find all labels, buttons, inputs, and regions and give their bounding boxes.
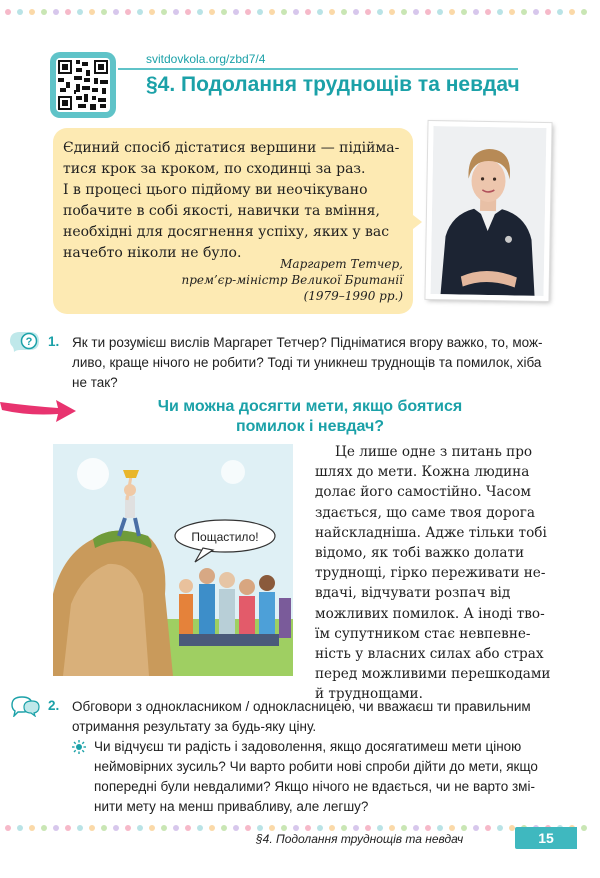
decorative-dot bbox=[65, 825, 71, 831]
decorative-dot bbox=[185, 825, 191, 831]
question-bubble-icon bbox=[10, 330, 40, 352]
sub-question-line: Чи відчуєш ти радість і задоволення, якщо досягатимеш мети ціною bbox=[94, 739, 522, 754]
decorative-dot bbox=[473, 825, 479, 831]
question-line: не так? bbox=[72, 375, 118, 390]
decorative-dot bbox=[197, 825, 203, 831]
decorative-dot bbox=[521, 9, 527, 15]
decorative-dot bbox=[101, 825, 107, 831]
question-number: 2. bbox=[48, 698, 60, 713]
heading-line: Чи можна досягти мети, якщо боятися bbox=[157, 398, 463, 415]
quote-author bbox=[181, 256, 403, 304]
page-title: §4. Подолання труднощів та невдач bbox=[146, 73, 520, 96]
body-line: здається, що саме твоя дорога bbox=[315, 504, 535, 521]
decorative-dots-top bbox=[0, 6, 600, 18]
sub-question-line: попередні були невдалими? Якщо нічого не вдається, чи не варто змі- bbox=[94, 779, 535, 794]
decorative-dot bbox=[461, 825, 467, 831]
decorative-dot bbox=[77, 9, 83, 15]
decorative-dot bbox=[281, 9, 287, 15]
decorative-dot bbox=[341, 825, 347, 831]
decorative-dot bbox=[5, 9, 11, 15]
decorative-dot bbox=[65, 9, 71, 15]
decorative-dot bbox=[269, 825, 275, 831]
decorative-dot bbox=[161, 825, 167, 831]
question-line: отримання результату за будь-яку ціну. bbox=[72, 719, 317, 734]
decorative-dot bbox=[485, 825, 491, 831]
body-line: й труднощами. bbox=[315, 686, 423, 703]
decorative-dot bbox=[113, 825, 119, 831]
body-line: Це лише одне з питань про bbox=[335, 444, 533, 460]
quote-line: І в процесі цього підйому ви неочікувано bbox=[63, 182, 368, 198]
decorative-dot bbox=[269, 9, 275, 15]
decorative-dot bbox=[149, 9, 155, 15]
portrait-photo bbox=[425, 121, 551, 301]
decorative-dot bbox=[125, 9, 131, 15]
arrow-right-icon bbox=[0, 396, 80, 426]
body-line: найскладніша. Адже тільки тобі bbox=[315, 524, 547, 541]
decorative-dot bbox=[293, 825, 299, 831]
body-line: перед можливими перешкодами bbox=[315, 666, 551, 683]
speech-bubble-text: Пощастило! bbox=[191, 530, 259, 544]
decorative-dot bbox=[41, 9, 47, 15]
decorative-dot bbox=[77, 825, 83, 831]
decorative-dot bbox=[101, 9, 107, 15]
question-line: ливо, краще нічого не робити? Тоді ти уникнеш труднощів та помилок, хіба bbox=[72, 355, 542, 370]
decorative-dot bbox=[137, 825, 143, 831]
decorative-dot bbox=[413, 9, 419, 15]
decorative-dot bbox=[305, 9, 311, 15]
decorative-dot bbox=[341, 9, 347, 15]
quote-line: Єдиний спосіб дістатися вершини — підійма- bbox=[63, 140, 400, 156]
body-line: відомо, як тобі важко долати bbox=[315, 545, 525, 562]
decorative-dot bbox=[413, 825, 419, 831]
decorative-dot bbox=[185, 9, 191, 15]
question-line: Як ти розумієш вислів Маргарет Тетчер? Підніматися вгору важко, то, мож- bbox=[72, 335, 543, 350]
body-line: долає його самостійно. Часом bbox=[315, 484, 531, 501]
climbing-illustration bbox=[53, 444, 293, 676]
decorative-dot bbox=[281, 825, 287, 831]
portrait-illustration bbox=[431, 126, 547, 296]
decorative-dot bbox=[29, 825, 35, 831]
decorative-dot bbox=[425, 9, 431, 15]
decorative-dot bbox=[137, 9, 143, 15]
decorative-dot bbox=[245, 825, 251, 831]
decorative-dot bbox=[113, 9, 119, 15]
decorative-dot bbox=[41, 825, 47, 831]
decorative-dot bbox=[377, 825, 383, 831]
quote-line: побачите в собі якості, навички та вміння, bbox=[63, 203, 380, 219]
decorative-dot bbox=[581, 9, 587, 15]
decorative-dot bbox=[17, 9, 23, 15]
decorative-dot bbox=[245, 9, 251, 15]
decorative-dot bbox=[497, 9, 503, 15]
running-title: §4. Подолання труднощів та невдач bbox=[256, 832, 464, 846]
decorative-dot bbox=[125, 825, 131, 831]
question-text bbox=[72, 697, 557, 737]
decorative-dot bbox=[221, 825, 227, 831]
decorative-dot bbox=[533, 9, 539, 15]
sub-question-line: нити мету на менш привабливу, але легшу? bbox=[94, 799, 369, 814]
mountain-scene bbox=[53, 444, 293, 676]
decorative-dot bbox=[401, 825, 407, 831]
heading-line: помилок і невдач? bbox=[235, 418, 385, 435]
author-years: (1979–1990 рр.) bbox=[303, 289, 403, 303]
decorative-dot bbox=[17, 825, 23, 831]
decorative-dot bbox=[89, 825, 95, 831]
quote-pointer bbox=[404, 208, 422, 236]
author-role: прем’єр-міністр Великої Британії bbox=[181, 273, 403, 287]
resource-link[interactable]: svitdovkola.org/zbd7/4 bbox=[146, 52, 266, 66]
decorative-dot bbox=[221, 9, 227, 15]
body-line: їм супутником стає невпевне- bbox=[315, 625, 531, 642]
decorative-dot bbox=[557, 9, 563, 15]
author-name: Маргарет Тетчер, bbox=[280, 257, 403, 271]
decorative-dot bbox=[449, 825, 455, 831]
decorative-dot bbox=[389, 9, 395, 15]
body-paragraph bbox=[315, 442, 552, 705]
decorative-dot bbox=[449, 9, 455, 15]
sun-bullet-icon bbox=[72, 740, 86, 754]
decorative-dot bbox=[365, 9, 371, 15]
decorative-dot bbox=[305, 825, 311, 831]
decorative-dot bbox=[377, 9, 383, 15]
quote-text bbox=[63, 138, 403, 264]
sub-question-text bbox=[94, 737, 556, 817]
decorative-dot bbox=[233, 9, 239, 15]
quote-line: необхідні для досягнення успіху, яких у вас bbox=[63, 224, 390, 240]
decorative-dot bbox=[353, 825, 359, 831]
decorative-dot bbox=[581, 825, 587, 831]
question-line: Обговори з однокласником / однокласницею, чи вважаєш ти правильним bbox=[72, 699, 531, 714]
decorative-dot bbox=[497, 825, 503, 831]
body-line: можливих помилок. А іноді тво- bbox=[315, 605, 545, 622]
decorative-dot bbox=[461, 9, 467, 15]
decorative-dot bbox=[161, 9, 167, 15]
decorative-dot bbox=[389, 825, 395, 831]
qr-code[interactable] bbox=[50, 52, 116, 118]
sub-question-line: неймовірних зусиль? Чи варто робити нові спроби дійти до мети, якщо bbox=[94, 759, 538, 774]
decorative-dot bbox=[365, 825, 371, 831]
body-line: шлях до мети. Кожна людина bbox=[315, 464, 530, 481]
decorative-dot bbox=[329, 9, 335, 15]
decorative-dot bbox=[485, 9, 491, 15]
decorative-dot bbox=[53, 9, 59, 15]
decorative-dot bbox=[401, 9, 407, 15]
decorative-dot bbox=[545, 9, 551, 15]
decorative-dot bbox=[293, 9, 299, 15]
decorative-dot bbox=[5, 825, 11, 831]
decorative-dot bbox=[473, 9, 479, 15]
header-rule bbox=[118, 68, 518, 70]
decorative-dot bbox=[509, 9, 515, 15]
decorative-dot bbox=[257, 9, 263, 15]
decorative-dot bbox=[209, 825, 215, 831]
decorative-dot bbox=[437, 9, 443, 15]
qr-code-pattern bbox=[56, 58, 110, 112]
decorative-dot bbox=[209, 9, 215, 15]
page-number: 15 bbox=[515, 827, 577, 849]
decorative-dot bbox=[329, 825, 335, 831]
decorative-dot bbox=[149, 825, 155, 831]
body-line: ність у власних силах або страх bbox=[315, 646, 544, 663]
decorative-dot bbox=[317, 9, 323, 15]
svg-text:?: ? bbox=[25, 336, 33, 348]
decorative-dot bbox=[29, 9, 35, 15]
decorative-dot bbox=[257, 825, 263, 831]
question-number: 1. bbox=[48, 334, 60, 349]
decorative-dot bbox=[317, 825, 323, 831]
decorative-dot bbox=[569, 9, 575, 15]
decorative-dot bbox=[353, 9, 359, 15]
decorative-dot bbox=[53, 825, 59, 831]
decorative-dot bbox=[89, 9, 95, 15]
quote-line: начебто ніколи не було. bbox=[63, 245, 242, 261]
decorative-dot bbox=[437, 825, 443, 831]
decorative-dot bbox=[173, 9, 179, 15]
body-line: вдачі, відчувати розпач від bbox=[315, 585, 511, 602]
body-line: труднощі, гірко переживати не- bbox=[315, 565, 546, 582]
discussion-bubbles-icon bbox=[10, 695, 40, 717]
decorative-dot bbox=[197, 9, 203, 15]
decorative-dot bbox=[173, 825, 179, 831]
decorative-dot bbox=[233, 825, 239, 831]
section-heading bbox=[90, 397, 530, 437]
quote-line: тися крок за кроком, по сходинці за раз. bbox=[63, 161, 366, 177]
decorative-dot bbox=[425, 825, 431, 831]
question-text bbox=[72, 333, 557, 393]
